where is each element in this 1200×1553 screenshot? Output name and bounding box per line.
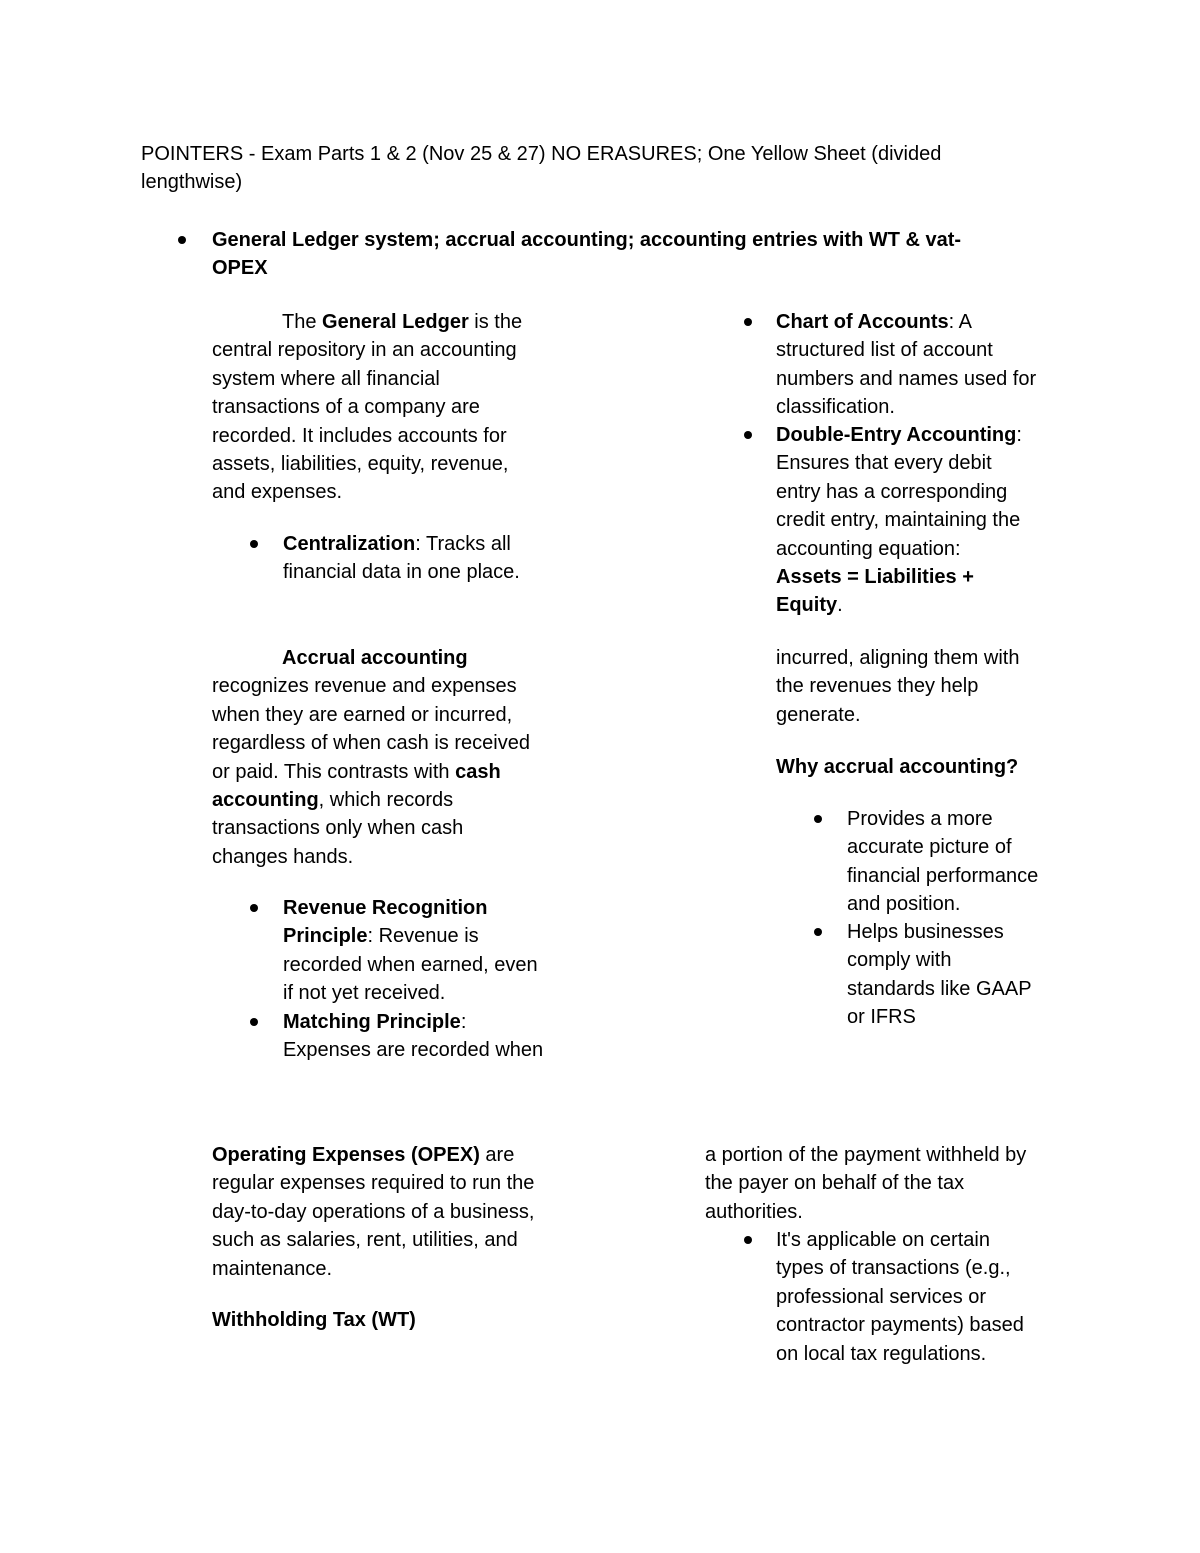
double-entry-bullet-icon: [744, 431, 752, 439]
centralization-item: Centralization: Tracks all financial data in one place.: [283, 533, 520, 584]
matching-principle-item: Matching Principle: Expenses are recorded when: [283, 1011, 544, 1062]
topic-bullet-icon: [178, 236, 186, 244]
centralization-bullet-icon: [250, 540, 258, 548]
withholding-tax-item: It's applicable on certain types of transactions (e.g., professional services or contractor payments) based on local tax regulations.: [776, 1229, 1024, 1365]
withholding-tax-paragraph: a portion of the payment withheld by the payer on behalf of the tax authorities.: [705, 1144, 1027, 1223]
withholding-tax-heading: Withholding Tax (WT): [212, 1309, 416, 1331]
withholding-tax-bullet-icon: [744, 1236, 752, 1244]
general-ledger-term: General Ledger: [322, 311, 469, 333]
chart-of-accounts-bullet-icon: [744, 318, 752, 326]
why-accrual-heading: Why accrual accounting?: [776, 756, 1019, 778]
accrual-heading: Accrual accounting: [282, 647, 468, 669]
why-accrual-item-1: Provides a more accurate picture of financial performance and position.: [847, 808, 1039, 916]
title-line-2: lengthwise): [141, 171, 243, 194]
why-accrual-item-2: Helps businesses comply with standards like GAAP or IFRS: [847, 921, 1032, 1029]
opex-term: Operating Expenses (OPEX): [212, 1144, 480, 1166]
revenue-recognition-item: Revenue Recognition Principle: Revenue is recorded when earned, even if not yet received.: [283, 897, 538, 1005]
matching-bullet-icon: [250, 1018, 258, 1026]
why-accrual-bullet-2-icon: [814, 928, 822, 936]
why-accrual-bullet-1-icon: [814, 815, 822, 823]
accrual-paragraph: Accrual accounting recognizes revenue and expenses when they are earned or incurred, regardless of when cash is received or paid. This contrasts with cash accounting, which records transactions only when cash changes hands.: [212, 647, 530, 868]
accounting-equation: Assets = Liabilities +: [776, 566, 974, 589]
opex-paragraph: Operating Expenses (OPEX) are regular expenses required to run the day-to-day operations of a business, such as salaries, rent, utilities, and maintenance.: [212, 1144, 535, 1280]
chart-of-accounts-item: Chart of Accounts: A structured list of account numbers and names used for classification.: [776, 311, 1037, 419]
title-line-1: POINTERS - Exam Parts 1 & 2 (Nov 25 & 27) NO ERASURES; One Yellow Sheet (divided: [141, 143, 942, 165]
double-entry-item: Double-Entry Accounting: Ensures that every debit entry has a corresponding credit entry, maintaining the accounting equation: Assets = Liabilities + Equity.: [776, 424, 1022, 617]
page-title: [141, 140, 941, 197]
topic-heading: General Ledger system; accrual accounting; accounting entries with WT & vat- OPEX: [212, 229, 962, 280]
matching-continuation: incurred, aligning them with the revenues they help generate.: [776, 647, 1020, 726]
revenue-bullet-icon: [250, 904, 258, 912]
general-ledger-paragraph: The General Ledger is the central repository in an accounting system where all financial transactions of a company are recorded. It includes accounts for assets, liabilities, equity, revenue, and expenses.: [212, 311, 523, 504]
